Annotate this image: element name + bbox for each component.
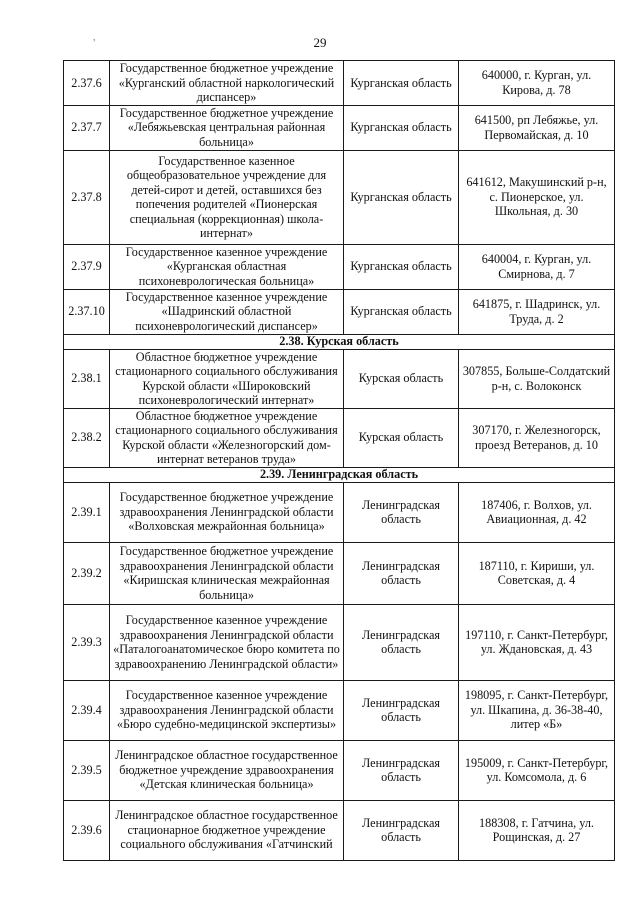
table-row — [64, 105, 615, 150]
row-number: 2.39.1 — [64, 482, 110, 542]
table-row — [64, 150, 615, 244]
registry-table — [63, 60, 615, 861]
region: Ленинградская область — [344, 482, 459, 542]
table-row — [64, 800, 615, 860]
row-number: 2.37.9 — [64, 244, 110, 289]
scan-mark: , — [93, 32, 96, 43]
table-row — [64, 289, 615, 334]
address: 188308, г. Гатчина, ул. Рощинская, д. 27 — [459, 800, 615, 860]
table-row — [64, 680, 615, 740]
region: Ленинградская область — [344, 800, 459, 860]
address: 307855, Больше-Солдатский р-н, с. Волоконск — [459, 349, 615, 408]
institution-name: Областное бюджетное учреждение стационарного социального обслуживания Курской области «Железногорский дом-интернат ветеранов труда» — [110, 408, 344, 467]
row-number: 2.38.1 — [64, 349, 110, 408]
row-number: 2.39.2 — [64, 542, 110, 604]
institution-name: Областное бюджетное учреждение стационарного социального обслуживания Курской области «Широковский психоневрологический интернат» — [110, 349, 344, 408]
address: 641875, г. Шадринск, ул. Труда, д. 2 — [459, 289, 615, 334]
address: 640000, г. Курган, ул. Кирова, д. 78 — [459, 61, 615, 106]
institution-name: Ленинградское областное государственное стационарное бюджетное учреждение социального обслуживания «Гатчинский — [110, 800, 344, 860]
region: Ленинградская область — [344, 542, 459, 604]
row-number: 2.37.8 — [64, 150, 110, 244]
address: 187406, г. Волхов, ул. Авиационная, д. 42 — [459, 482, 615, 542]
institution-name: Государственное казенное учреждение «Шадринский областной психоневрологический диспансер» — [110, 289, 344, 334]
page-number: 29 — [313, 35, 327, 50]
row-number: 2.39.5 — [64, 740, 110, 800]
table-row — [64, 244, 615, 289]
institution-name: Государственное казенное учреждение здравоохранения Ленинградской области «Паталогоанатомическое бюро комитета по здравоохранению Ленинградской области» — [110, 604, 344, 680]
institution-name: Государственное бюджетное учреждение здравоохранения Ленинградской области «Киришская клиническая межрайонная больница» — [110, 542, 344, 604]
address: 307170, г. Железногорск, проезд Ветеранов, д. 10 — [459, 408, 615, 467]
institution-name: Государственное казенное общеобразовательное учреждение для детей-сирот и детей, оставшихся без попечения родителей «Пионерская специальная (коррекционная) школа-интернат» — [110, 150, 344, 244]
institution-name: Государственное казенное учреждение «Курганская областная психоневрологическая больница» — [110, 244, 344, 289]
row-number: 2.39.3 — [64, 604, 110, 680]
institution-name: Государственное бюджетное учреждение «Лебяжьевская центральная районная больница» — [110, 105, 344, 150]
section-header-row — [64, 467, 615, 482]
region: Курганская область — [344, 244, 459, 289]
region: Курская область — [344, 408, 459, 467]
row-number: 2.37.6 — [64, 61, 110, 106]
institution-name: Государственное казенное учреждение здравоохранения Ленинградской области «Бюро судебно-медицинской экспертизы» — [110, 680, 344, 740]
section-header-row — [64, 334, 615, 349]
table-row — [64, 349, 615, 408]
institution-name: Ленинградское областное государственное бюджетное учреждение здравоохранения «Детская клиническая больница» — [110, 740, 344, 800]
row-number: 2.37.10 — [64, 289, 110, 334]
row-number: 2.38.2 — [64, 408, 110, 467]
region: Курганская область — [344, 105, 459, 150]
table-row — [64, 604, 615, 680]
address: 187110, г. Кириши, ул. Советская, д. 4 — [459, 542, 615, 604]
region: Курганская область — [344, 289, 459, 334]
row-number: 2.39.6 — [64, 800, 110, 860]
section-header: 2.38. Курская область — [64, 334, 615, 349]
region: Курганская область — [344, 150, 459, 244]
row-number: 2.37.7 — [64, 105, 110, 150]
address: 197110, г. Санкт-Петербург, ул. Ждановская, д. 43 — [459, 604, 615, 680]
table-row — [64, 408, 615, 467]
address: 198095, г. Санкт-Петербург, ул. Шкапина, д. 36-38-40, литер «Б» — [459, 680, 615, 740]
region: Ленинградская область — [344, 604, 459, 680]
table-row — [64, 61, 615, 106]
region: Курганская область — [344, 61, 459, 106]
region: Курская область — [344, 349, 459, 408]
address: 641612, Макушинский р-н, с. Пионерское, ул. Школьная, д. 30 — [459, 150, 615, 244]
section-header: 2.39. Ленинградская область — [64, 467, 615, 482]
address: 640004, г. Курган, ул. Смирнова, д. 7 — [459, 244, 615, 289]
region: Ленинградская область — [344, 680, 459, 740]
row-number: 2.39.4 — [64, 680, 110, 740]
table-row — [64, 542, 615, 604]
institution-name: Государственное бюджетное учреждение «Курганский областной наркологический диспансер» — [110, 61, 344, 106]
region: Ленинградская область — [344, 740, 459, 800]
table-row — [64, 482, 615, 542]
institution-name: Государственное бюджетное учреждение здравоохранения Ленинградской области «Волховская межрайонная больница» — [110, 482, 344, 542]
registry-table-body — [64, 61, 615, 861]
address: 641500, рп Лебяжье, ул. Первомайская, д. 10 — [459, 105, 615, 150]
table-row — [64, 740, 615, 800]
address: 195009, г. Санкт-Петербург, ул. Комсомола, д. 6 — [459, 740, 615, 800]
